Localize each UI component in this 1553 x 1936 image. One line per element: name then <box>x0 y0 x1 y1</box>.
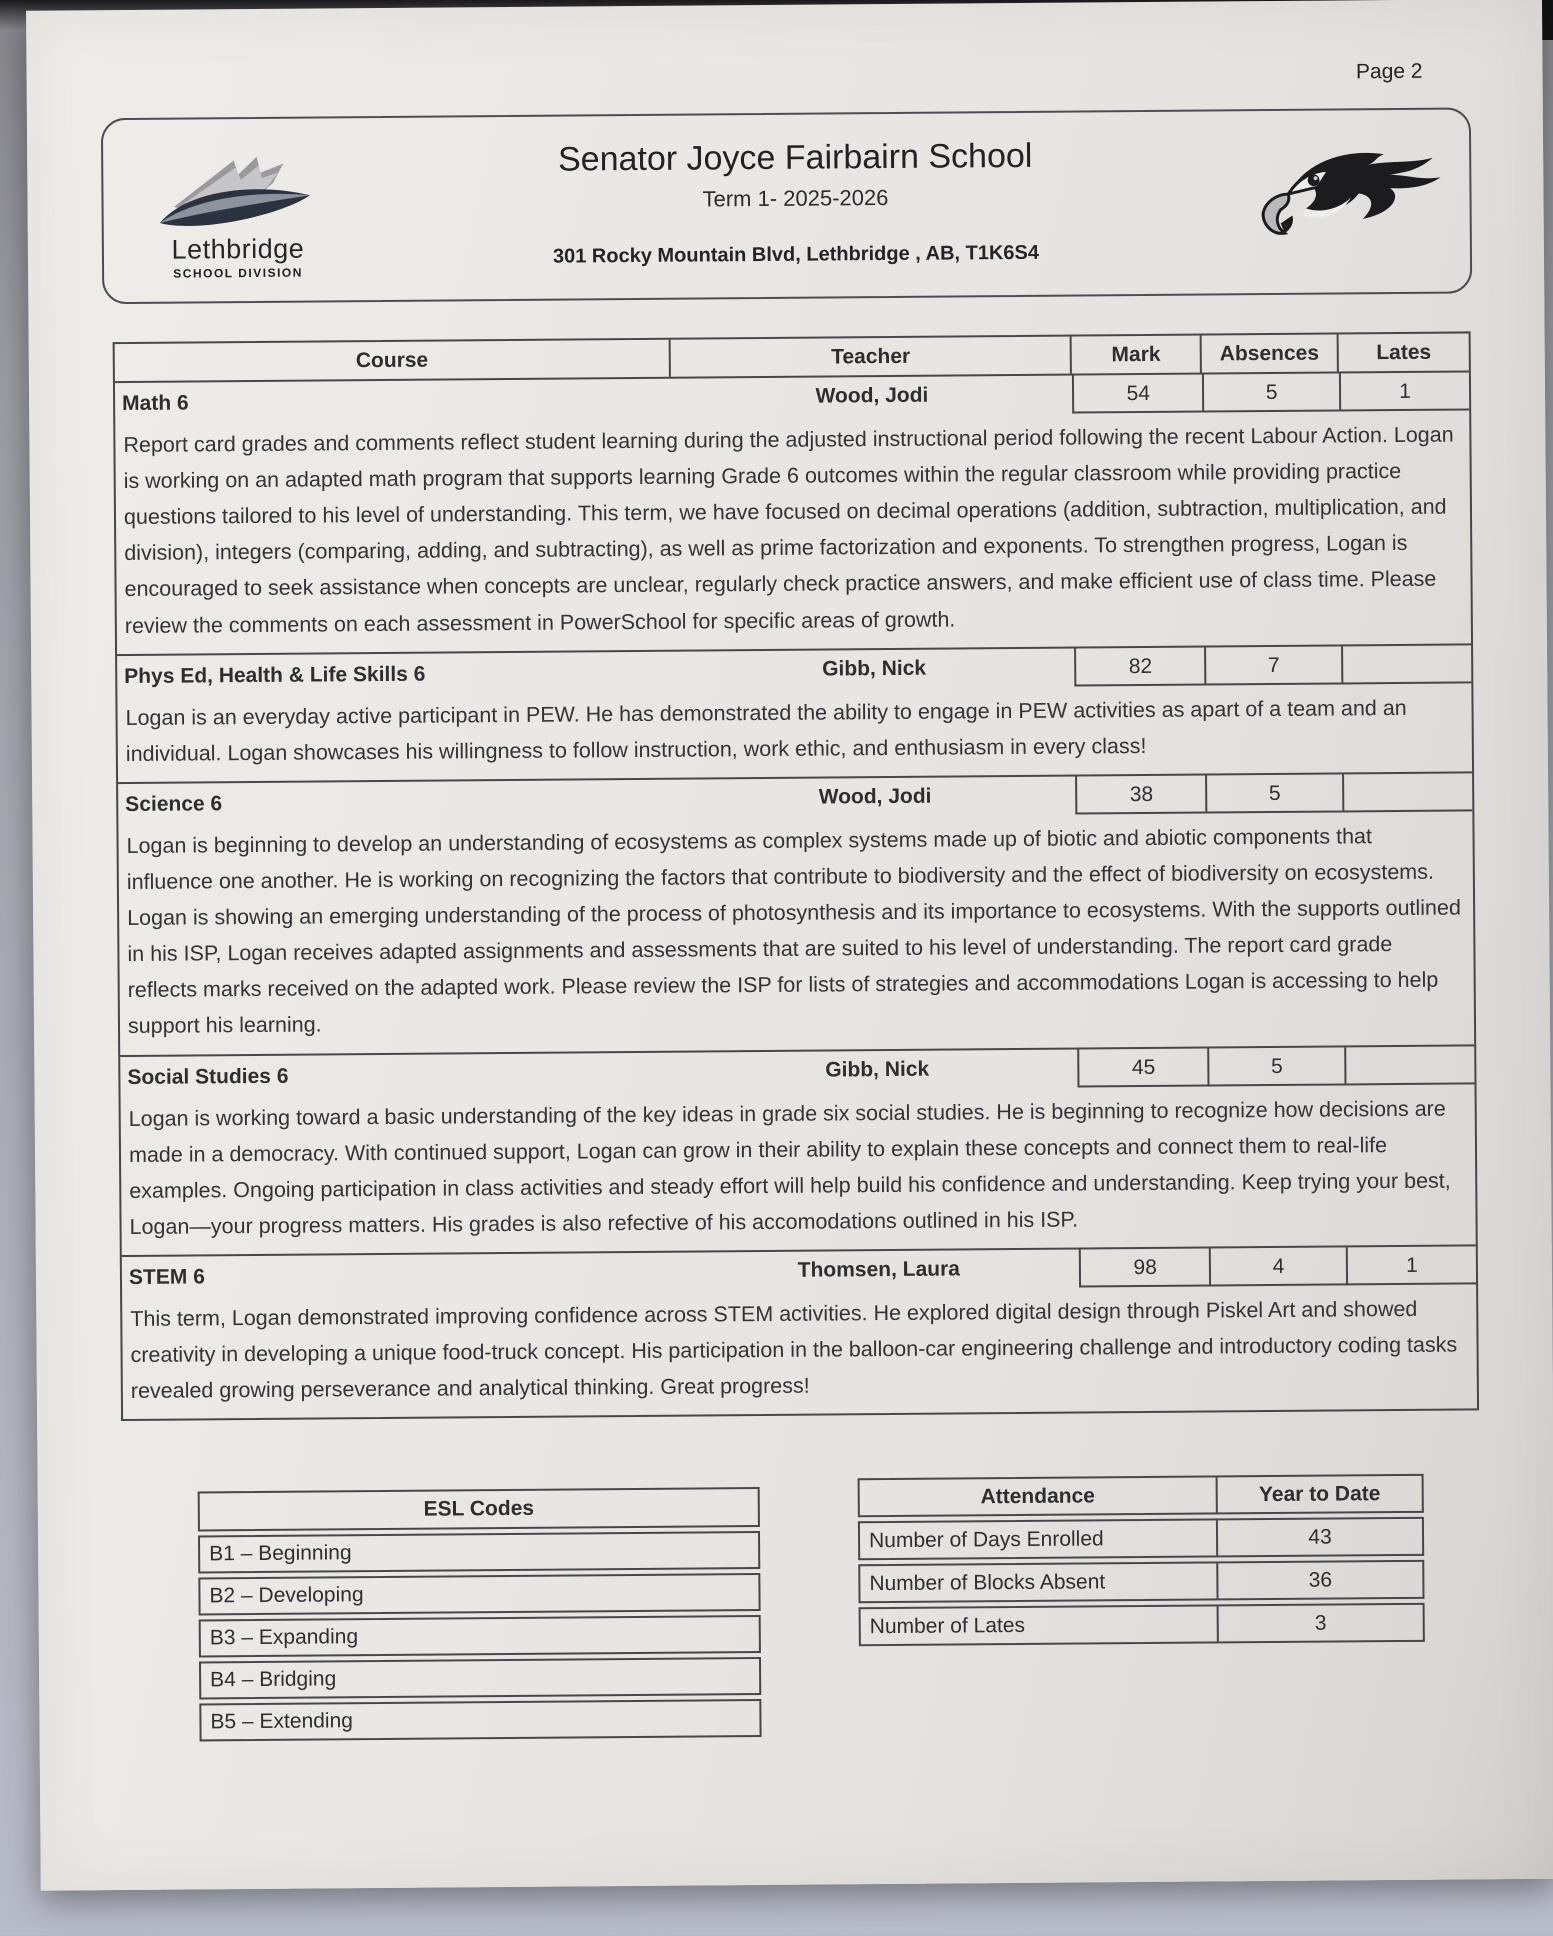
attendance-label: Number of Blocks Absent <box>860 1563 1218 1601</box>
division-name: Lethbridge <box>171 233 305 265</box>
teacher-name: Wood, Jodi <box>815 383 929 408</box>
attendance-value: 36 <box>1308 1568 1333 1592</box>
absences-value: 5 <box>1207 1047 1344 1086</box>
col-header-absences: Absences <box>1202 334 1339 372</box>
course-comment: This term, Logan demonstrated improving confidence across STEM activities. He explored digital design through Piskel Art and showed creativity in developing a unique food-truck concept. His participation in the balloon-car engineering challenge and introductory coding tasks revealed growing perseverance and analytical thinking. Great progress! <box>130 1296 1458 1404</box>
course-section-science <box>118 771 1474 1054</box>
esl-codes-title: ESL Codes <box>198 1487 760 1531</box>
attendance-row <box>859 1603 1425 1646</box>
lates-value <box>1341 645 1471 684</box>
lates-value: 1 <box>1346 1246 1476 1285</box>
school-header-box <box>101 107 1472 304</box>
attendance-table <box>858 1474 1425 1646</box>
school-address: 301 Rocky Mountain Blvd, Lethbridge , AB, T1K6S4 <box>552 241 1040 268</box>
esl-codes-table <box>198 1487 762 1741</box>
absences-value: 5 <box>1202 373 1339 412</box>
col-header-teacher: Teacher <box>671 337 1072 377</box>
lates-value <box>1342 773 1472 812</box>
attendance-label: Number of Lates <box>861 1606 1219 1644</box>
attendance-label: Number of Days Enrolled <box>860 1520 1218 1558</box>
course-name: Phys Ed, Health & Life Skills 6 <box>124 662 426 688</box>
attendance-row <box>858 1560 1424 1603</box>
teacher-name: Gibb, Nick <box>822 656 927 681</box>
attendance-value-header: Year to Date <box>1258 1482 1381 1507</box>
report-card-page <box>26 0 1553 1891</box>
lates-value <box>1344 1046 1474 1085</box>
attendance-title: Attendance <box>860 1477 1218 1515</box>
course-section-stem <box>122 1244 1477 1419</box>
attendance-value: 43 <box>1308 1525 1332 1549</box>
teacher-name: Gibb, Nick <box>825 1057 930 1082</box>
esl-code-item: B1 – Beginning <box>198 1531 760 1573</box>
eagle-head-icon <box>1237 131 1453 273</box>
school-header-center <box>371 111 1220 300</box>
division-logo <box>103 118 372 302</box>
mark-value: 38 <box>1075 775 1205 814</box>
school-name: Senator Joyce Fairbairn School <box>557 136 1033 179</box>
term-label: Term 1- 2025-2026 <box>702 184 889 212</box>
course-name: Social Studies 6 <box>127 1064 289 1089</box>
course-comment: Logan is working toward a basic understanding of the key ideas in grade six social studies. He is beginning to recognize how decisions are made in a democracy. With continued support, Logan can grow in their ability to explain these concepts and connect them to real-life examples. Ongoing participation in class activities and steady effort will help build his confidence and understanding. Keep trying your best, Logan—your progress matters. His grades is also refective of his accomodations outlined in his ISP. <box>128 1096 1451 1239</box>
esl-code-item: B4 – Bridging <box>199 1657 761 1699</box>
course-section-math <box>115 370 1471 653</box>
grades-table <box>113 331 1479 1421</box>
absences-value: 7 <box>1204 646 1341 685</box>
course-comment: Report card grades and comments reflect student learning during the adjusted instructional period following the recent Labour Action. Logan is working on an adapted math program that supports learning Grade 6 outcomes within the regular classroom while providing practice questions tailored to his level of understanding. This term, we have focused on decimal operations (addition, subtraction, multiplication, and division), integers (comparing, adding, and subtracting), as well as prime factorization and exponents. To strengthen progress, Logan is encouraged to seek assistance when concepts are unclear, regularly check practice answers, and make efficient use of class time. Please review the comments on each assessment in PowerSchool for specific areas of growth. <box>123 422 1454 638</box>
col-header-lates: Lates <box>1376 340 1432 365</box>
page-number: Page 2 <box>1355 59 1423 84</box>
mark-value: 82 <box>1074 647 1204 686</box>
attendance-row <box>858 1517 1424 1560</box>
course-name: Science 6 <box>125 792 223 816</box>
mark-value: 45 <box>1077 1048 1207 1087</box>
attendance-header-row <box>858 1474 1424 1517</box>
esl-code-item: B2 – Developing <box>198 1573 760 1615</box>
course-comment: Logan is an everyday active participant in PEW. He has demonstrated the ability to engage in PEW activities as apart of a team and an individual. Logan showcases his willingness to follow instruction, work ethic, and enthusiasm in every class! <box>125 695 1407 766</box>
teacher-name: Wood, Jodi <box>818 784 932 809</box>
division-subtitle: SCHOOL DIVISION <box>173 265 303 281</box>
absences-value: 4 <box>1209 1247 1346 1286</box>
course-section-physed <box>117 643 1472 782</box>
esl-code-item: B3 – Expanding <box>199 1615 761 1657</box>
teacher-name: Thomsen, Laura <box>797 1257 960 1282</box>
lethbridge-swoosh-icon <box>148 147 327 240</box>
mark-value: 54 <box>1072 375 1202 414</box>
absences-value: 5 <box>1205 774 1342 813</box>
col-header-course: Course <box>115 340 672 381</box>
lates-value: 1 <box>1339 372 1469 411</box>
course-name: Math 6 <box>122 391 189 416</box>
esl-code-item: B5 – Extending <box>199 1699 761 1741</box>
attendance-value: 3 <box>1314 1611 1327 1635</box>
course-name: STEM 6 <box>128 1265 205 1289</box>
course-section-social <box>120 1044 1476 1255</box>
course-comment: Logan is beginning to develop an understanding of ecosystems as complex systems made up of biotic and abiotic components that influence one another. He is working on recognizing the factors that contribute to biodiversity and the effect of biodiversity on ecosystems. Logan is showing an emerging understanding of the process of photosynthesis and its importance to ecosystems. With the supports outlined in his ISP, Logan receives adapted assignments and assessments that are suited to his level of understanding. The report card grade reflects marks received on the adapted work. Please review the ISP for lists of strategies and accommodations Logan is accessing to help support his learning. <box>126 824 1461 1039</box>
school-mascot-logo <box>1219 109 1470 293</box>
col-header-mark: Mark <box>1072 336 1202 374</box>
mark-value: 98 <box>1079 1248 1209 1287</box>
